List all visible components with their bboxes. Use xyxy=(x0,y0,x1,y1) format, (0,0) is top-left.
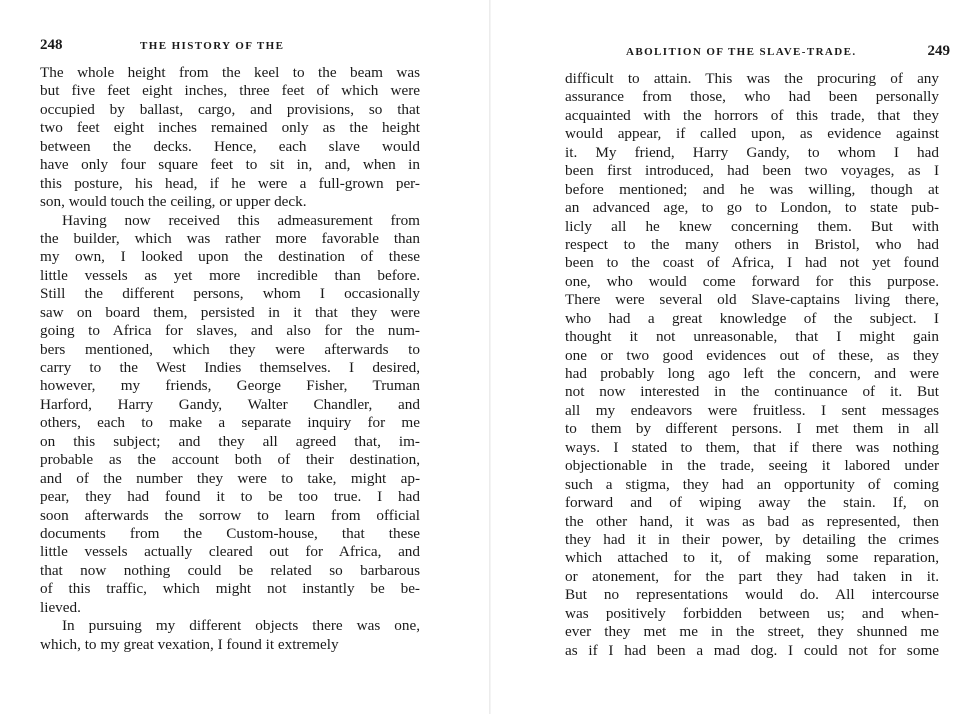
text-line: one or two good evidences out of these, as they xyxy=(565,346,939,364)
text-line: have only four square feet to sit in, and, when in xyxy=(40,156,420,174)
text-line: my own, I looked upon the destination of these xyxy=(40,248,420,266)
text-line: or atonement, for the part they had taken in it. xyxy=(565,567,939,585)
text-line: pear, they had found it to be too true. I had xyxy=(40,488,420,506)
text-line: of this traffic, which might not instantly be be- xyxy=(40,580,420,598)
text-line: would appear, if called upon, as evidence against xyxy=(565,125,939,143)
running-head-right: ABOLITION OF THE SLAVE-TRADE. xyxy=(626,46,857,58)
text-line: to them by different persons. I met them in all xyxy=(565,420,939,438)
text-line: little vessels actually cleared out for Africa, and xyxy=(40,543,420,561)
text-line: forward and of wiping away the stain. If, on xyxy=(565,494,939,512)
left-page-body xyxy=(40,64,420,654)
text-line: between the decks. Hence, each slave would xyxy=(40,137,420,155)
text-line: respect to the many others in Bristol, who had xyxy=(565,235,939,253)
text-line: carry to the West Indies themselves. I desired, xyxy=(40,359,420,376)
text-line: probable as the account both of their destination, xyxy=(40,451,420,469)
right-page-body xyxy=(565,70,939,660)
text-line: saw on board them, persisted in it that they were xyxy=(40,303,420,321)
text-line: been to the coast of Africa, I had not yet found xyxy=(565,254,939,272)
page-number-left: 248 xyxy=(40,37,63,53)
text-line: little vessels as yet more incredible than before. xyxy=(40,266,420,284)
text-line: assurance from those, who had been personally xyxy=(565,88,939,106)
text-line: this posture, his head, if he were a full-grown per- xyxy=(40,174,420,192)
text-line: acquainted with the horrors of this trade, that they xyxy=(565,106,939,124)
text-line: was positively forbidden between us; and when- xyxy=(565,604,939,622)
text-line: and of the number they were to take, might ap- xyxy=(40,469,420,487)
text-line: licly all he knew concerning them. But with xyxy=(565,217,939,235)
text-line: that now nothing could be related so barbarous xyxy=(40,561,420,579)
text-line: however, my friends, George Fisher, Truman xyxy=(40,377,420,395)
text-line: There were several old Slave-captains living there, xyxy=(565,291,939,309)
text-line: been first introduced, had been two voyages, as I xyxy=(565,162,939,180)
paragraph xyxy=(40,212,420,618)
text-line: on this subject; and they all agreed that, im- xyxy=(40,432,420,450)
text-line: all my endeavors were fruitless. I sent messages xyxy=(565,401,939,419)
text-line: The whole height from the keel to the beam was xyxy=(40,64,420,81)
text-line: such a stigma, they had an opportunity of coming xyxy=(565,475,939,493)
text-line: an advanced age, to go to London, to state pub- xyxy=(565,199,939,217)
text-line: bers mentioned, which they were afterwards to xyxy=(40,340,420,358)
paragraph xyxy=(40,617,420,654)
text-line: thought it not unreasonable, that I might gain xyxy=(565,328,939,346)
text-line: son, would touch the ceiling, or upper deck. xyxy=(40,193,307,211)
text-line: two feet eight inches remained only as the height xyxy=(40,119,420,137)
text-line: Still the different persons, whom I occasionally xyxy=(40,285,420,303)
text-line: had probably long ago left the concern, and were xyxy=(565,365,939,382)
right-page-header xyxy=(570,43,950,62)
text-line: others, each to make a separate inquiry for me xyxy=(40,414,420,432)
page-number-right: 249 xyxy=(927,43,950,59)
left-page-header xyxy=(40,37,420,56)
text-line: ways. I stated to them, that if there was nothing xyxy=(565,438,939,456)
text-line: lieved. xyxy=(40,598,81,616)
text-line: who had a great knowledge of the subject. I xyxy=(565,309,939,327)
text-line: it. My friend, Harry Gandy, to whom I had xyxy=(565,143,939,161)
text-line: occupied by ballast, cargo, and provisions, so that xyxy=(40,100,420,118)
text-line: one, who would come forward for this purpose. xyxy=(565,272,939,290)
running-head-left: THE HISTORY OF THE xyxy=(140,40,285,52)
text-line: which attached to it, of making some reparation, xyxy=(565,549,939,567)
text-line: soon afterwards the sorrow to learn from official xyxy=(40,506,420,524)
text-line: Harford, Harry Gandy, Walter Chandler, and xyxy=(40,395,420,413)
text-line: not now interested in the continuance of it. But xyxy=(565,383,939,401)
text-line: as if I had been a mad dog. I could not for some xyxy=(565,641,939,659)
text-line: documents from the Custom-house, that these xyxy=(40,524,420,542)
text-line: the builder, which was rather more favorable than xyxy=(40,229,420,247)
text-line: difficult to attain. This was the procuring of any xyxy=(565,70,939,87)
paragraph xyxy=(40,64,420,212)
text-line: going to Africa for slaves, and also for the num- xyxy=(40,322,420,340)
text-line: Having now received this admeasurement from xyxy=(62,211,420,229)
text-line: before mentioned; and he was willing, though at xyxy=(565,180,939,198)
text-line: But no representations would do. All intercourse xyxy=(565,586,939,604)
text-line: In pursuing my different objects there was one, xyxy=(62,617,420,635)
text-line: the other hand, it was as bad as represented, then xyxy=(565,512,939,530)
text-line: they had it in their power, by detailing the crimes xyxy=(565,530,939,548)
right-page xyxy=(490,0,980,714)
text-line: objectionable in the trade, seeing it labored under xyxy=(565,457,939,475)
text-line: which, to my great vexation, I found it extremely xyxy=(40,635,339,653)
text-line: ever they met me in the street, they shunned me xyxy=(565,623,939,641)
text-line: but five feet eight inches, three feet of which were xyxy=(40,82,420,100)
